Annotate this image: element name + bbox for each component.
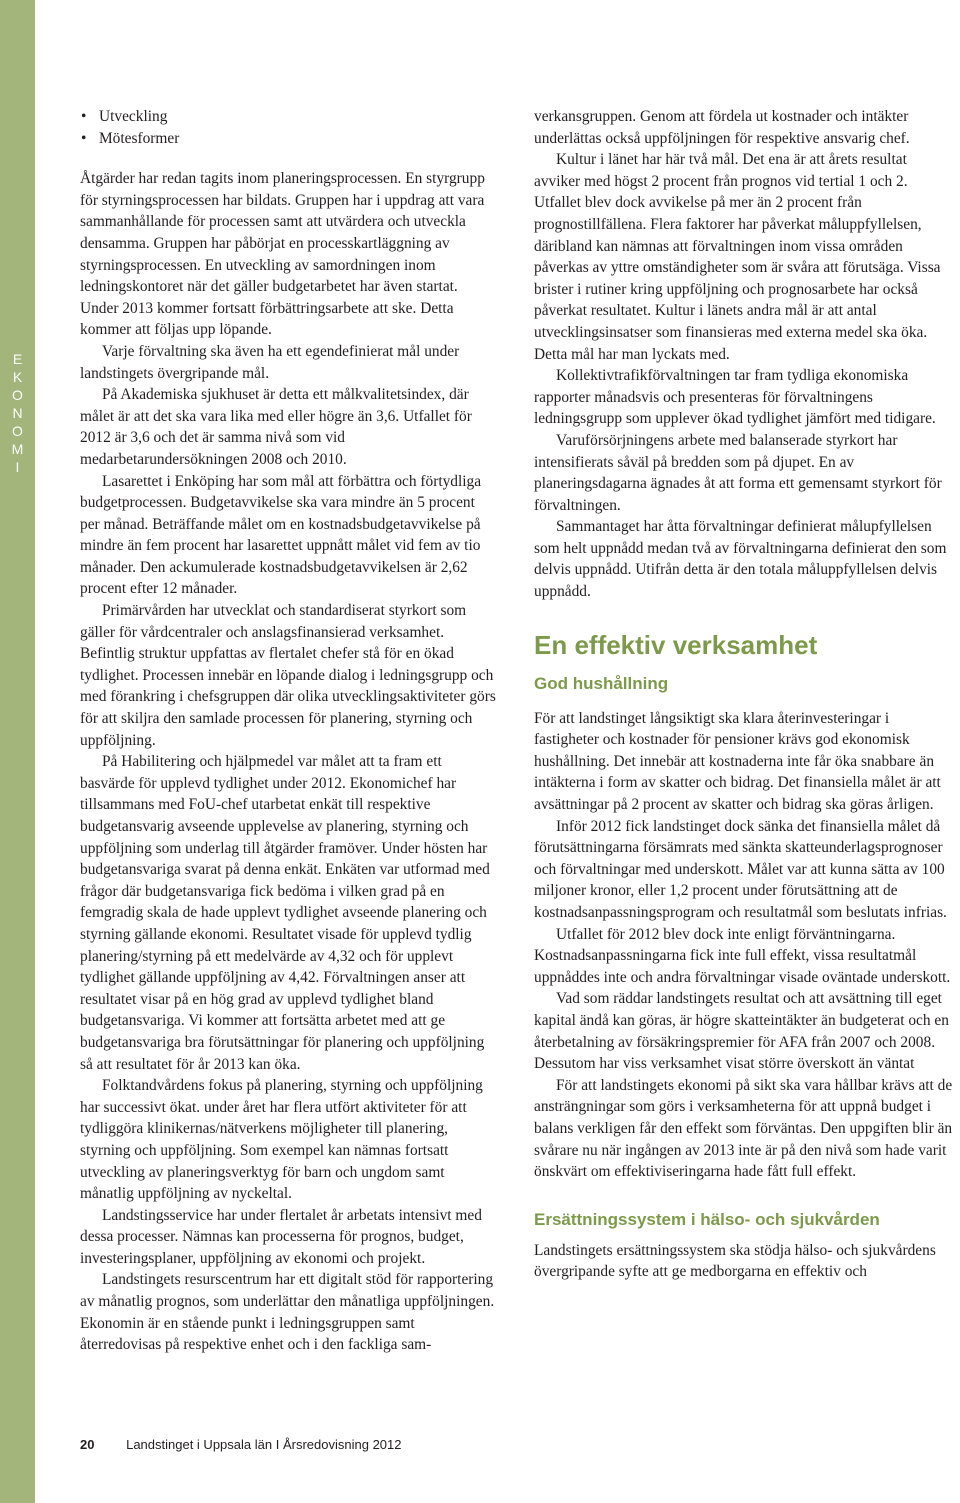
section-label-letter: O	[12, 423, 23, 439]
body-paragraph: verkansgruppen. Genom att fördela ut kostnader och intäkter underlättas också uppföljningen för respektive ansvarig chef.	[534, 108, 910, 147]
body-paragraph: Sammantaget har åtta förvaltningar definierat målupfyllelsen som helt uppnådd medan två av förvaltningarna definierat den som delvis uppnådd. Utifrån detta är den totala måluppfyllelsen delvis uppnådd.	[534, 518, 947, 601]
body-paragraph: På Akademiska sjukhuset är detta ett målkvalitetsindex, där målet är att det ska vara lika med eller högre än 3,6. Utfallet för 2012 är 3,6 och det är samma nivå som vid medarbetarundersökningen 2008 och 2010.	[80, 386, 472, 468]
subheading-ersattningssystem: Ersättningssystem i hälso- och sjukvården	[534, 1209, 880, 1229]
section-label	[0, 350, 35, 476]
footer-title: Årsredovisning 2012	[282, 1437, 402, 1452]
body-paragraph: Utfallet för 2012 blev dock inte enligt förväntningarna. Kostnadsanpassningarna fick inte full effekt, vissa resultatmål uppnåddes inte och andra förvaltningar visade oväntade underskott.	[534, 925, 951, 986]
body-paragraph: Primärvården har utvecklat och standardiserat styrkort som gäller för vårdcentraler och anslagsfinansierad verksamhet. Befintlig struktur uppfattas av flertalet chefer stå för en ökad tydlighet. Processen innebär en löpande dialog i ledningsgrupp och med förankring i chefsgruppen där olika utvecklingsaktiviteter görs för att skiljra den samlade processen för planering, styrning och uppföljning.	[80, 602, 496, 749]
body-paragraph: Varje förvaltning ska även ha ett egendefinierat mål under landstingets övergripande mål.	[80, 342, 460, 382]
section-label-letter: E	[12, 351, 23, 367]
body-paragraph: Lasarettet i Enköping har som mål att förbättra och förtydliga budgetprocessen. Budgetavvikelse ska vara mindre än 5 procent per månad. Beträffande målet om en kostnadsbudgetavvikelse på mindre än fem procent har lasarettet uppnått målet vid fem av tio månader. Den ackumulerade kostnadsbudgetavvikelsen är 2,62 procent efter 12 månader.	[80, 472, 482, 598]
body-paragraph: Folktandvårdens fokus på planering, styrning och uppföljning har successivt ökat. under året har flera utfört aktiviteter för att tydliggöra klinikernas/nätverkens möjligheter till planering, styrning och uppföljning. Som exempel kan nämnas fortsatt utveckling av planeringsverktyg för barn och ungdom samt månatlig uppföljning av nyckeltal.	[80, 1077, 483, 1203]
section-sidebar	[0, 0, 35, 1503]
footer-publisher: Landstinget i Uppsala län	[126, 1437, 273, 1452]
body-paragraph: Vad som räddar landstingets resultat och att avsättning till eget kapital ändå kan göras, är högre skatteintäkter än budgeterat och en återbetalning av försäkringspremier för AFA från 2007 och 2008. Dessutom har viss verksamhet visat större överskott än väntat	[534, 990, 949, 1073]
body-paragraph: För att landstingets ekonomi på sikt ska vara hållbar krävs att de ansträngningar som görs i verksamheterna för att uppnå budget i balans verkligen får den effekt som förväntas. Den uppgiften blir än svårare nu när ingången av 2013 inte är på den nivå som hade varit önskvärt om effektiviseringarna hade fått full effekt.	[534, 1076, 953, 1181]
left-column	[80, 106, 496, 1356]
body-paragraph: På Habilitering och hjälpmedel var målet att ta fram ett basvärde för upplevd tydlighet under 2012. Ekonomichef har tillsammans med FoU-chef utarbetat enkät till respektive budgetansvarig avseende upplevelse av planering, styrning och uppföljning som underlag till åtgärder framöver. Under hösten har budgetansvariga svarat på denna enkät. Enkäten var utformad med frågor där budgetansvariga fick bedöma i vilken grad på en femgradig skala de hade upplevt tydlighet avseende planering och styrning gällande ekonomi. Resultatet visade för upplevd tydlig planering/styrning på ett medelvärde av 4,32 och för upplevt tydlighet gällande uppföljning av 4,42. Förvaltningen anser att resultatet visar på en hög grad av upplevd tydlighet bland budgetansvariga. Vi kommer att fortsätta arbetet med att ge budgetansvariga bra förutsättningar för planering och uppföljning så att resultatet för år 2013 kan öka.	[80, 753, 490, 1073]
body-paragraph: Inför 2012 fick landstinget dock sänka det finansiella målet då förutsättningarna försämrats med sänkta skatteunderlagsprognoser och förvaltningar med underskott. Målet var att kunna sätta av 100 miljoner kronor, eller 1,2 procent under förutsättning att de kostnadsanpassningsprogram och resultatmål som beslutats infrias.	[534, 817, 947, 921]
bullet-item: • Mötesformer	[80, 128, 496, 150]
page-number: 20	[80, 1437, 95, 1452]
body-paragraph: Varuförsörjningens arbete med balanserade styrkort har intensifierats såväl på bredden som på djupet. En av planeringsdagarna ägnades åt att forma ett gemensamt styrkort för förvaltningen.	[534, 431, 942, 514]
section-label-letter: O	[12, 387, 23, 403]
body-paragraph: Kultur i länet har här två mål. Det ena är att årets resultat avviker med högst 2 procent från prognos vid tertial 1 och 2. Utfallet blev dock avvikelse på mer än 2 procent från prognostillfällena. Flera faktorer har påverkat måluppfyllelsen, däribland kan nämnas att förvaltningen inom vissa områden påverkas av yttre omständigheter som är svåra att förutsäga. Vissa brister i rutiner kring uppföljning och prognosarbete har också påverkat resultatet. Kultur i länets andra mål är att antal utvecklingsinsatser som finansieras med externa medel ska öka. Detta mål har man lyckats med.	[534, 151, 941, 363]
section-label-letter: N	[12, 405, 23, 421]
section-label-letter: K	[12, 369, 23, 385]
body-paragraph: Kollektivtrafikförvaltningen tar fram tydliga ekonomiska rapporter månadsvis och presenteras för förvaltningens ledningsgrupp som upplever ökad tydlighet jämfört med tidigare.	[534, 367, 936, 428]
page-footer	[80, 1434, 402, 1456]
bullet-list	[80, 106, 496, 149]
subheading-god-hushallning: God hushållning	[534, 673, 669, 693]
right-column	[534, 106, 954, 1283]
body-paragraph: För att landstinget långsiktigt ska klara återinvesteringar i fastigheter och kostnader för pensioner krävs god ekonomisk hushållning. Det innebär att kostnaderna inte får öka snabbare än intäkterna i form av skatter och bidrag. Det finansiella målet är att avsättningar på 2 procent av skatter och bidrag ska göras årligen.	[534, 709, 941, 814]
section-heading: En effektiv verksamhet	[534, 629, 818, 660]
bullet-item: • Utveckling	[80, 106, 496, 128]
footer-separator: I	[275, 1437, 280, 1452]
body-paragraph: Landstingets resurscentrum har ett digitalt stöd för rapportering av månatlig prognos, som underlättar den månatliga uppföljningen. Ekonomin är en stående punkt i ledningsgruppen samt återredovisas på respektive enhet och i den fackliga sam-	[80, 1271, 495, 1354]
section-label-letter: I	[15, 459, 20, 475]
section-label-letter: M	[11, 441, 24, 457]
body-paragraph: Landstingsservice har under flertalet år arbetats intensivt med dessa processer. Nämnas kan processerna för prognos, budget, investeringsplaner, uppföljning av ekonomi och projekt.	[80, 1206, 482, 1267]
body-paragraph: Landstingets ersättningssystem ska stödja hälso- och sjukvårdens övergripande syfte att ge medborgarna en effektiv och	[534, 1241, 936, 1281]
body-paragraph: Åtgärder har redan tagits inom planeringsprocessen. En styrgrupp för styrningsprocessen har bildats. Gruppen har i uppdrag att vara sammanhållande för processen samt att utvärdera och utveckla densamma. Gruppen har påbörjat en processkartläggning av styrningsprocessen. En utveckling av samordningen inom ledningskontoret när det gäller budgetarbetet har även startat. Under 2013 kommer fortsatt förbättringsarbete att ske. Detta kommer att följas upp löpande.	[80, 170, 485, 339]
